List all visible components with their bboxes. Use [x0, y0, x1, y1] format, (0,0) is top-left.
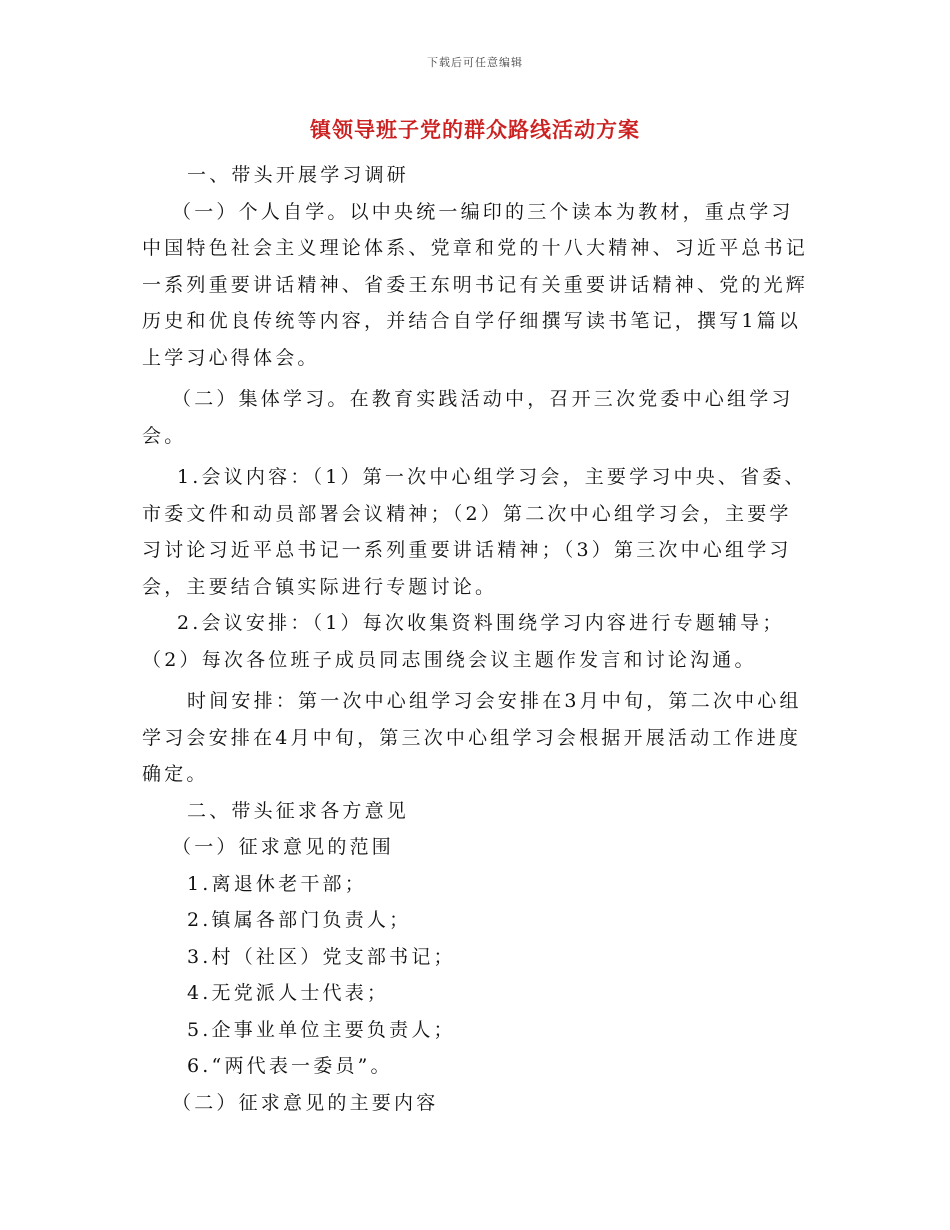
list-item: 4.无党派人士代表； [187, 982, 390, 1004]
paragraph-meeting-arrangement: 2.会议安排：（1）每次收集资料围绕学习内容进行专题辅导；（2）每次各位班子成员同志围绕会议主题作发言和讨论沟通。 [142, 612, 785, 671]
subheading-content: （二）征求意见的主要内容 [172, 1091, 439, 1114]
section-heading-1: 一、带头开展学习调研 [187, 164, 410, 186]
paragraph-time-arrangement: 时间安排：第一次中心组学习会安排在3月中旬，第二次中心组学习会安排在4月中旬，第三次中心组学习会根据开展活动工作进度确定。 [142, 690, 802, 785]
document-body [142, 157, 808, 1121]
list-item: 1.离退休老干部； [187, 872, 367, 895]
document-title: 镇领导班子党的群众路线活动方案 [310, 117, 640, 142]
paragraph-meeting-content: 1.会议内容：（1）第一次中心组学习会，主要学习中央、省委、市委文件和动员部署会议精神；（2）第二次中心组学习会，主要学习讨论习近平总书记一系列重要讲话精神；（3）第三次中心组学习会，主要结合镇实际进行专题讨论。 [142, 466, 807, 598]
list-item: 3.村（社区）党支部书记； [187, 945, 456, 968]
list-item: 2.镇属各部门负责人； [187, 909, 412, 931]
section-heading-2: 二、带头征求各方意见 [187, 799, 410, 822]
paragraph-group-study: （二）集体学习。在教育实践活动中，召开三次党委中心组学习会。 [142, 388, 794, 447]
list-item: 5.企事业单位主要负责人； [187, 1018, 456, 1041]
paragraph-self-study: （一）个人自学。以中央统一编印的三个读本为教材，重点学习中国特色社会主义理论体系、党章和党的十八大精神、习近平总书记一系列重要讲话精神、省委王东明书记有关重要讲话精神、党的光辉历史和优良传统等内容，并结合自学仔细撰写读书笔记，撰写1篇以上学习心得体会。 [142, 200, 809, 369]
header-note: 下载后可任意编辑 [427, 56, 523, 69]
list-item: 6.“两代表一委员”。 [187, 1055, 393, 1077]
subheading-scope: （一）征求意见的范围 [172, 836, 395, 858]
